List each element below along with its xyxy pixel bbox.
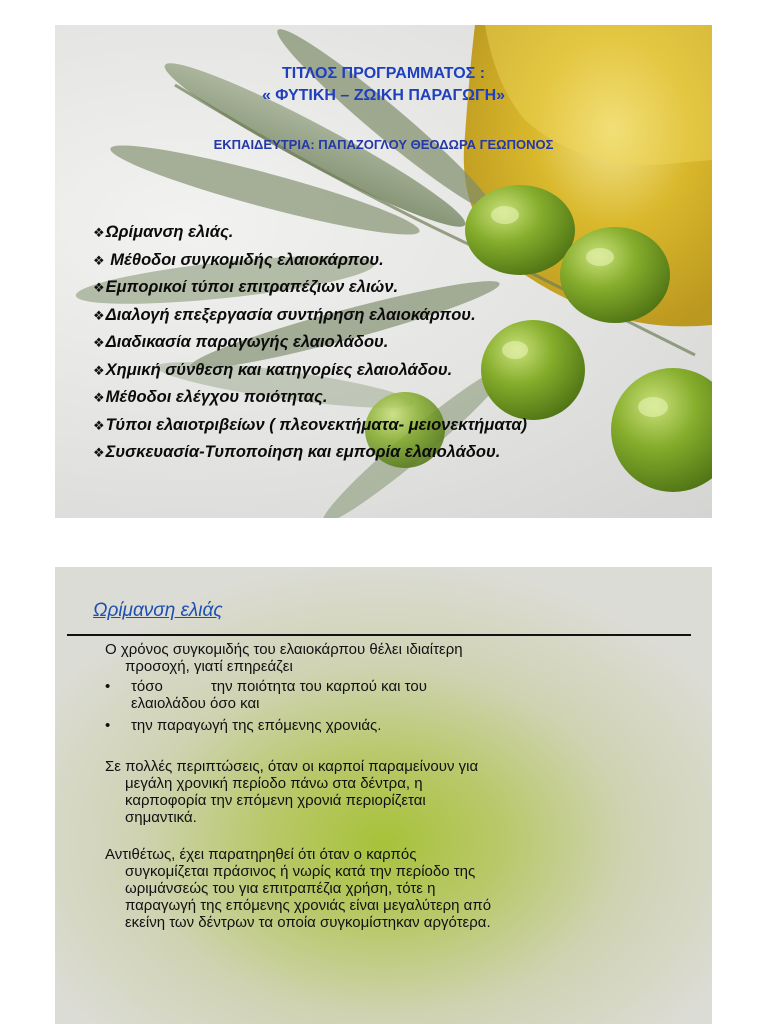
diamond-bullet-icon: ❖ (93, 417, 105, 433)
diamond-bullet-icon: ❖ (93, 390, 105, 405)
slide-olive-ripening (55, 567, 712, 1024)
topic-item: ❖Διαλογή επεξεργασία συντήρηση ελαιοκάρπου. (93, 305, 476, 324)
topic-item: ❖Μέθοδοι ελέγχου ποιότητας. (93, 388, 328, 406)
topic-item: ❖Χημική σύνθεση και κατηγορίες ελαιολάδου. (93, 360, 453, 379)
bullet-item-quality: • τόσο την ποιότητα του καρπού και του ελαιολάδου όσο και (105, 678, 427, 712)
topic-item: ❖Τύποι ελαιοτριβείων ( πλεονεκτήματα- μειονεκτήματα) (93, 415, 528, 434)
paragraph-harvest-time: Ο χρόνος συγκομιδής του ελαιοκάρπου θέλει ιδιαίτερη προσοχή, γιατί επηρεάζει (105, 641, 463, 675)
diamond-bullet-icon: ❖ (93, 280, 105, 295)
bullet-dot-icon: • (105, 678, 111, 695)
instructor-line: ΕΚΠΑΙΔΕΥΤΡΙΑ: ΠΑΠΑΖΟΓΛΟΥ ΘΕΟΔΩΡΑ ΓΕΩΠΟΝΟΣ (213, 137, 554, 152)
diamond-bullet-icon: ❖ (93, 335, 105, 350)
topics-list (93, 219, 527, 467)
topic-item: ❖Ωρίμανση ελιάς. (93, 223, 234, 241)
topic-item: ❖Συσκευασία-Τυποποίηση και εμπορία ελαιολάδου. (93, 443, 501, 461)
paragraph-early-harvest: Αντιθέτως, έχει παρατηρηθεί ότι όταν ο καρπός συγκομίζεται πράσινος ή νωρίς κατά την περίοδο της ωριμάνσεώς του για επιτραπέζια χρήση, τότε η παραγωγή της επόμενης χρονιάς είναι μεγαλύτερη από εκείνη των δέντρων τα οποία συγκομίστηκαν αργότερα. (105, 846, 492, 931)
diamond-bullet-icon: ❖ (93, 225, 105, 240)
slide-body (105, 641, 665, 931)
topic-item: ❖Εμπορικοί τύποι επιτραπέζιων ελιών. (93, 278, 399, 296)
slide-title (55, 25, 712, 518)
program-title-name: « ΦΥΤΙΚΗ – ΖΩΙΚΗ ΠΑΡΑΓΩΓΗ» (261, 87, 506, 104)
bullet-dot-icon: • (105, 717, 111, 734)
diamond-bullet-icon: ❖ (93, 252, 105, 268)
heading-divider (67, 634, 691, 636)
bullet-item-next-year: • την παραγωγή της επόμενης χρονιάς. (105, 717, 382, 734)
topic-item: ❖ Μέθοδοι συγκομιδής ελαιοκάρπου. (93, 250, 384, 269)
topic-item: ❖Διαδικασία παραγωγής ελαιολάδου. (93, 333, 389, 351)
diamond-bullet-icon: ❖ (93, 307, 105, 323)
program-title-label: ΤΙΤΛΟΣ ΠΡΟΓΡΑΜΜΑΤΟΣ : (281, 65, 486, 82)
diamond-bullet-icon: ❖ (93, 362, 105, 378)
diamond-bullet-icon: ❖ (93, 445, 105, 460)
paragraph-late-harvest: Σε πολλές περιπτώσεις, όταν οι καρποί παραμείνουν για μεγάλη χρονική περίοδο πάνω στα δέντρα, η καρποφορία την επόμενη χρονιά περιορίζεται σημαντικά. (105, 758, 479, 826)
slide-heading: Ωρίμανση ελιάς (93, 600, 223, 621)
